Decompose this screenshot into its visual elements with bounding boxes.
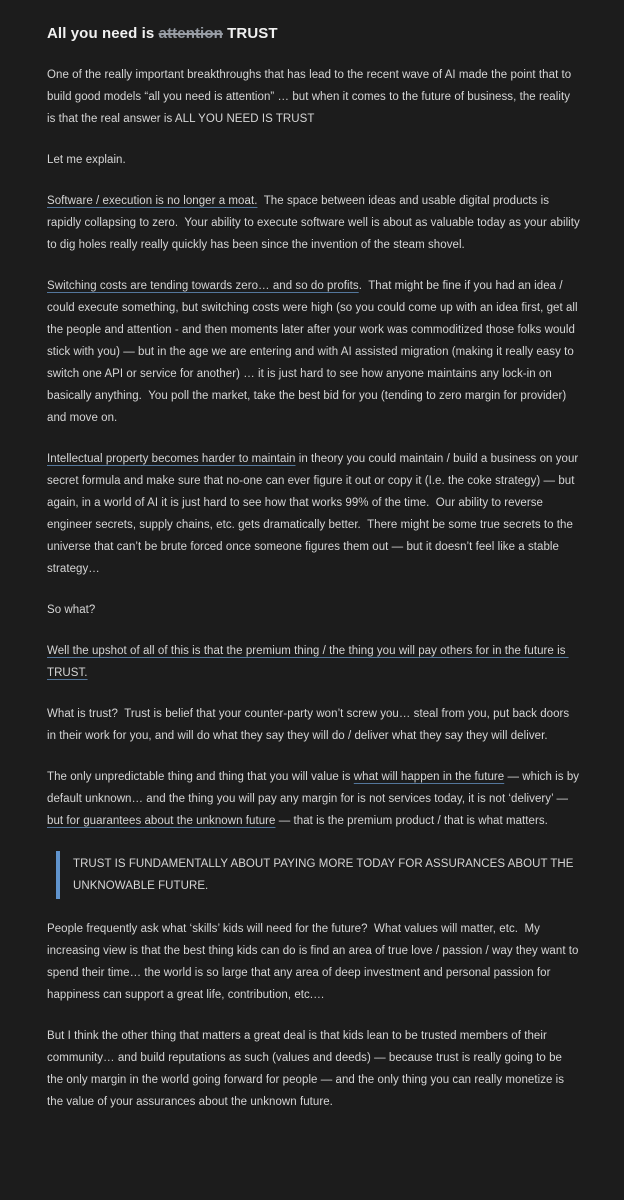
paragraph (47, 448, 581, 580)
text-segment: What is trust? Trust is belief that your counter-party won’t screw you… steal from you, put back doors in their work for you, and will do what they say they will do / deliver what they say they will deliver. (47, 708, 573, 742)
underlined-text[interactable]: Switching costs are tending towards zero… and so do profits (47, 280, 359, 292)
underlined-text[interactable]: Intellectual property becomes harder to maintain (47, 453, 296, 465)
paragraph (47, 640, 581, 684)
paragraph (47, 149, 581, 171)
quote-block (56, 851, 581, 899)
underlined-text[interactable]: Well the upshot of all of this is that the premium thing / the thing you will pay others for in the future is TRUST. (47, 645, 569, 679)
title-text-prefix: All you need is (47, 25, 159, 42)
underlined-text[interactable]: Software / execution is no longer a moat. (47, 195, 258, 207)
title-text-suffix: TRUST (222, 25, 278, 42)
text-segment: One of the really important breakthroughs that has lead to the recent wave of AI made the point that to build good models “all you need is attention” … but when it comes to the future of business, the reality is that the real answer is ALL YOU NEED IS TRUST (47, 69, 575, 125)
text-segment: The space between ideas and usable digital products is rapidly collapsing to zero. Your ability to execute software well is about as valuable today as your ability to dig holes really really quickly has been since the invention of the steam shovel. (47, 195, 584, 251)
text-segment: in theory you could maintain / build a business on your secret formula and make sure that no-one can ever figure it out or copy it (I.e. the coke strategy) — but again, in a world of AI it is just hard to see how that works 99% of the time. Our ability to reverse engineer secrets, supply chains, etc. gets dramatically better. There might be some true secrets to the universe that can’t be brute forced once someone figures them out — but it doesn’t feel like a stable strategy… (47, 453, 582, 575)
text-segment: — which is by default unknown… and the thing you will pay any margin for is not services today, it is not ‘delivery’ — (47, 771, 583, 805)
text-segment: So what? (47, 604, 96, 616)
paragraph (47, 599, 581, 621)
text-segment: TRUST IS FUNDAMENTALLY ABOUT PAYING MORE TODAY FOR ASSURANCES ABOUT THE UNKNOWABLE FUTURE. (73, 858, 577, 892)
text-segment: The only unpredictable thing and thing that you will value is (47, 771, 354, 783)
paragraph (47, 918, 581, 1006)
paragraph (47, 64, 581, 130)
underlined-text[interactable]: but for guarantees about the unknown future (47, 815, 276, 827)
text-segment: People frequently ask what ‘skills’ kids will need for the future? What values will matter, etc. My increasing view is that the best thing kids can do is find an area of true love / passion / way they want to spend their time… the world is so large that any area of deep investment and personal passion for happiness can support a great life, contribution, etc.… (47, 923, 582, 1001)
post-title (47, 24, 581, 44)
paragraph (47, 703, 581, 747)
paragraph (47, 1025, 581, 1113)
underlined-text[interactable]: what will happen in the future (353, 771, 505, 783)
text-segment: . That might be fine if you had an idea / could execute something, but switching costs were high (so you could come up with an idea first, get all the people and attention - and then moments later after your work was commoditized those folks would stick with you) — but in the age we are entering and with AI assisted migration (making it really easy to switch one API or service for another) … it is just hard to see how anyone maintains any lock-in on basically anything. You poll the market, take the best bid for you (tending to zero margin for provider) and move on. (47, 280, 581, 424)
post (47, 24, 584, 1113)
struck-text: attention (158, 25, 223, 42)
text-segment: — that is the premium product / that is what matters. (275, 815, 548, 827)
paragraph (47, 766, 581, 832)
text-segment: Let me explain. (47, 154, 126, 166)
post-body (47, 64, 584, 1113)
paragraph (47, 275, 581, 429)
text-segment: But I think the other thing that matters a great deal is that kids lean to be trusted members of their community… and build reputations as such (values and deeds) — because trust is really going to be the only margin in the world going forward for people — and the only thing you can really monetize is the value of your assurances about the unknown future. (47, 1030, 568, 1108)
paragraph (47, 190, 584, 256)
